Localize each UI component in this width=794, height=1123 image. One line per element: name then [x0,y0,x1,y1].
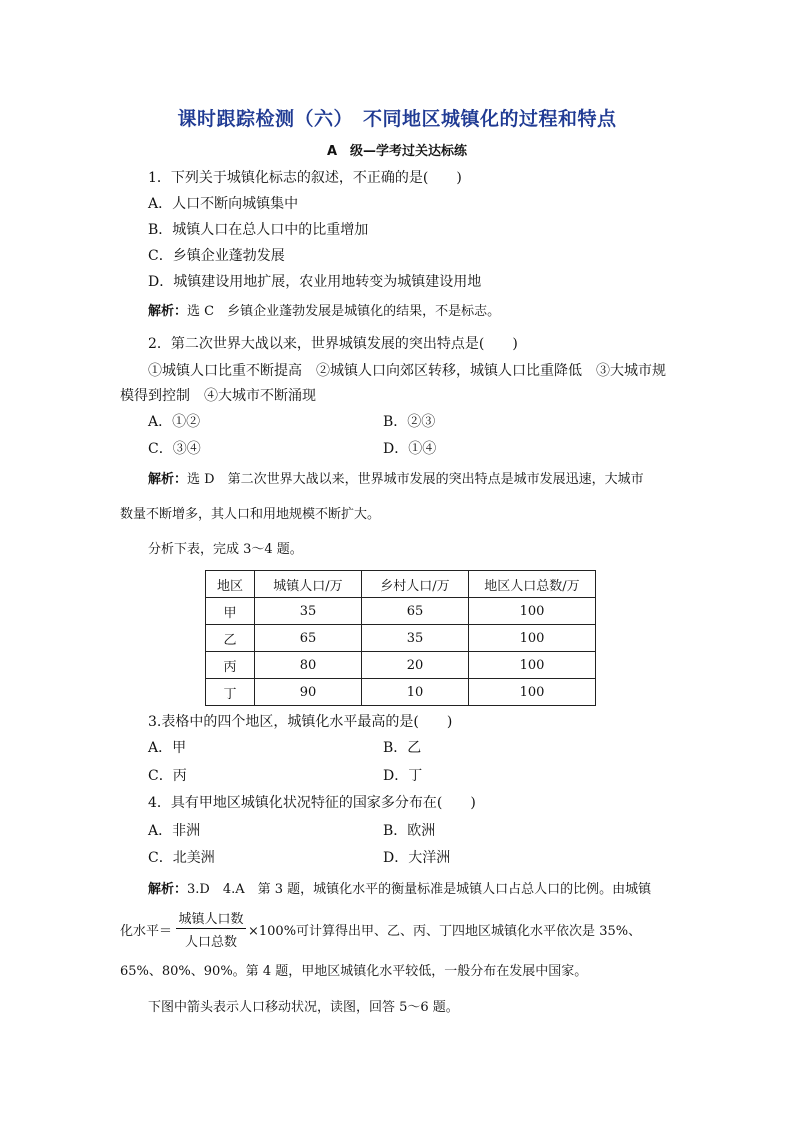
q3-option-d: D．丁 [383,768,423,784]
q2-option-a: A．①② [148,414,201,430]
q2-analysis-line2: 数量不断增多，其人口和用地规模不断扩大。 [120,507,381,522]
population-table [205,570,596,706]
table-cell: 乙 [206,625,255,652]
q34-analysis-line1 [148,880,651,900]
figure-intro: 下图中箭头表示人口移动状况，读图，回答 5～6 题。 [148,1000,459,1015]
table-cell: 35 [362,625,469,652]
table-header-cell: 地区 [206,571,255,598]
q4-option-d: D．大洋洲 [383,850,451,866]
table-header-cell: 城镇人口/万 [255,571,362,598]
q2-stem: 2．第二次世界大战以来，世界城镇发展的突出特点是( ) [148,336,518,352]
formula-suffix: ×100%可计算得出甲、乙、丙、丁四地区城镇化水平依次是 35%、 [248,924,642,939]
q2-analysis-line1 [148,470,644,490]
q1-option-a: A．人口不断向城镇集中 [148,196,299,212]
analysis-label: 解析： [148,882,188,897]
table-cell: 100 [469,652,596,679]
q3-stem: 3.表格中的四个地区，城镇化水平最高的是( ) [148,714,453,730]
table-cell: 35 [255,598,362,625]
q2-option-d: D．①④ [383,441,437,457]
q1-option-b: B．城镇人口在总人口中的比重增加 [148,222,369,238]
q3-option-b: B．乙 [383,740,422,756]
table-cell: 100 [469,625,596,652]
formula-prefix: 化水平＝ [120,924,173,939]
q34-analysis-line3: 65%、80%、90%。第 4 题，甲地区城镇化水平较低，一般分布在发展中国家。 [120,964,588,979]
q1-analysis [148,302,500,322]
q1-stem: 1．下列关于城镇化标志的叙述，不正确的是( ) [148,170,462,186]
q2-option-b: B．②③ [383,414,436,430]
q4-option-b: B．欧洲 [383,823,436,839]
q2-items-line2: 模得到控制 ④大城市不断涌现 [120,388,316,404]
analysis-label: 解析： [148,472,188,487]
table-cell: 20 [362,652,469,679]
q2-analysis-text: 选 D 第二次世界大战以来，世界城市发展的突出特点是城市发展迅速，大城市 [187,472,644,487]
fraction-numerator: 城镇人口数 [176,908,246,929]
table-row [206,652,596,679]
page-title: 课时跟踪检测（六） 不同地区城镇化的过程和特点 [177,108,617,130]
analysis-label: 解析： [148,304,188,319]
table-cell: 65 [255,625,362,652]
q2-items-line1: ①城镇人口比重不断提高 ②城镇人口向郊区转移，城镇人口比重降低 ③大城市规 [148,363,666,379]
table-cell: 100 [469,679,596,706]
q1-analysis-text: 选 C 乡镇企业蓬勃发展是城镇化的结果，不是标志。 [187,304,501,319]
table-cell: 丁 [206,679,255,706]
table-row [206,625,596,652]
fraction-denominator: 人口总数 [184,935,237,950]
table-cell: 甲 [206,598,255,625]
table-header-row [206,571,596,598]
q4-stem: 4．具有甲地区城镇化状况特征的国家多分布在( ) [148,795,476,811]
q3-option-a: A．甲 [148,740,187,756]
q2-option-c: C．③④ [148,441,201,457]
table-row [206,679,596,706]
table-cell: 10 [362,679,469,706]
table-cell: 100 [469,598,596,625]
q3-option-c: C．丙 [148,768,187,784]
table-row [206,598,596,625]
table-cell: 65 [362,598,469,625]
table-cell: 90 [255,679,362,706]
section-subtitle: A 级—学考过关达标练 [326,144,468,159]
q1-option-d: D．城镇建设用地扩展，农业用地转变为城镇建设用地 [148,274,482,290]
table-intro: 分析下表，完成 3～4 题。 [148,542,303,557]
q4-option-c: C．北美洲 [148,850,215,866]
q4-option-a: A．非洲 [148,823,201,839]
q1-option-c: C．乡镇企业蓬勃发展 [148,248,285,264]
table-cell: 丙 [206,652,255,679]
formula-fraction [176,908,246,950]
q34-analysis-text: 3.D 4.A 第 3 题，城镇化水平的衡量标准是城镇人口占总人口的比例。由城镇 [187,882,652,897]
table-header-cell: 地区人口总数/万 [469,571,596,598]
table-cell: 80 [255,652,362,679]
table-header-cell: 乡村人口/万 [362,571,469,598]
